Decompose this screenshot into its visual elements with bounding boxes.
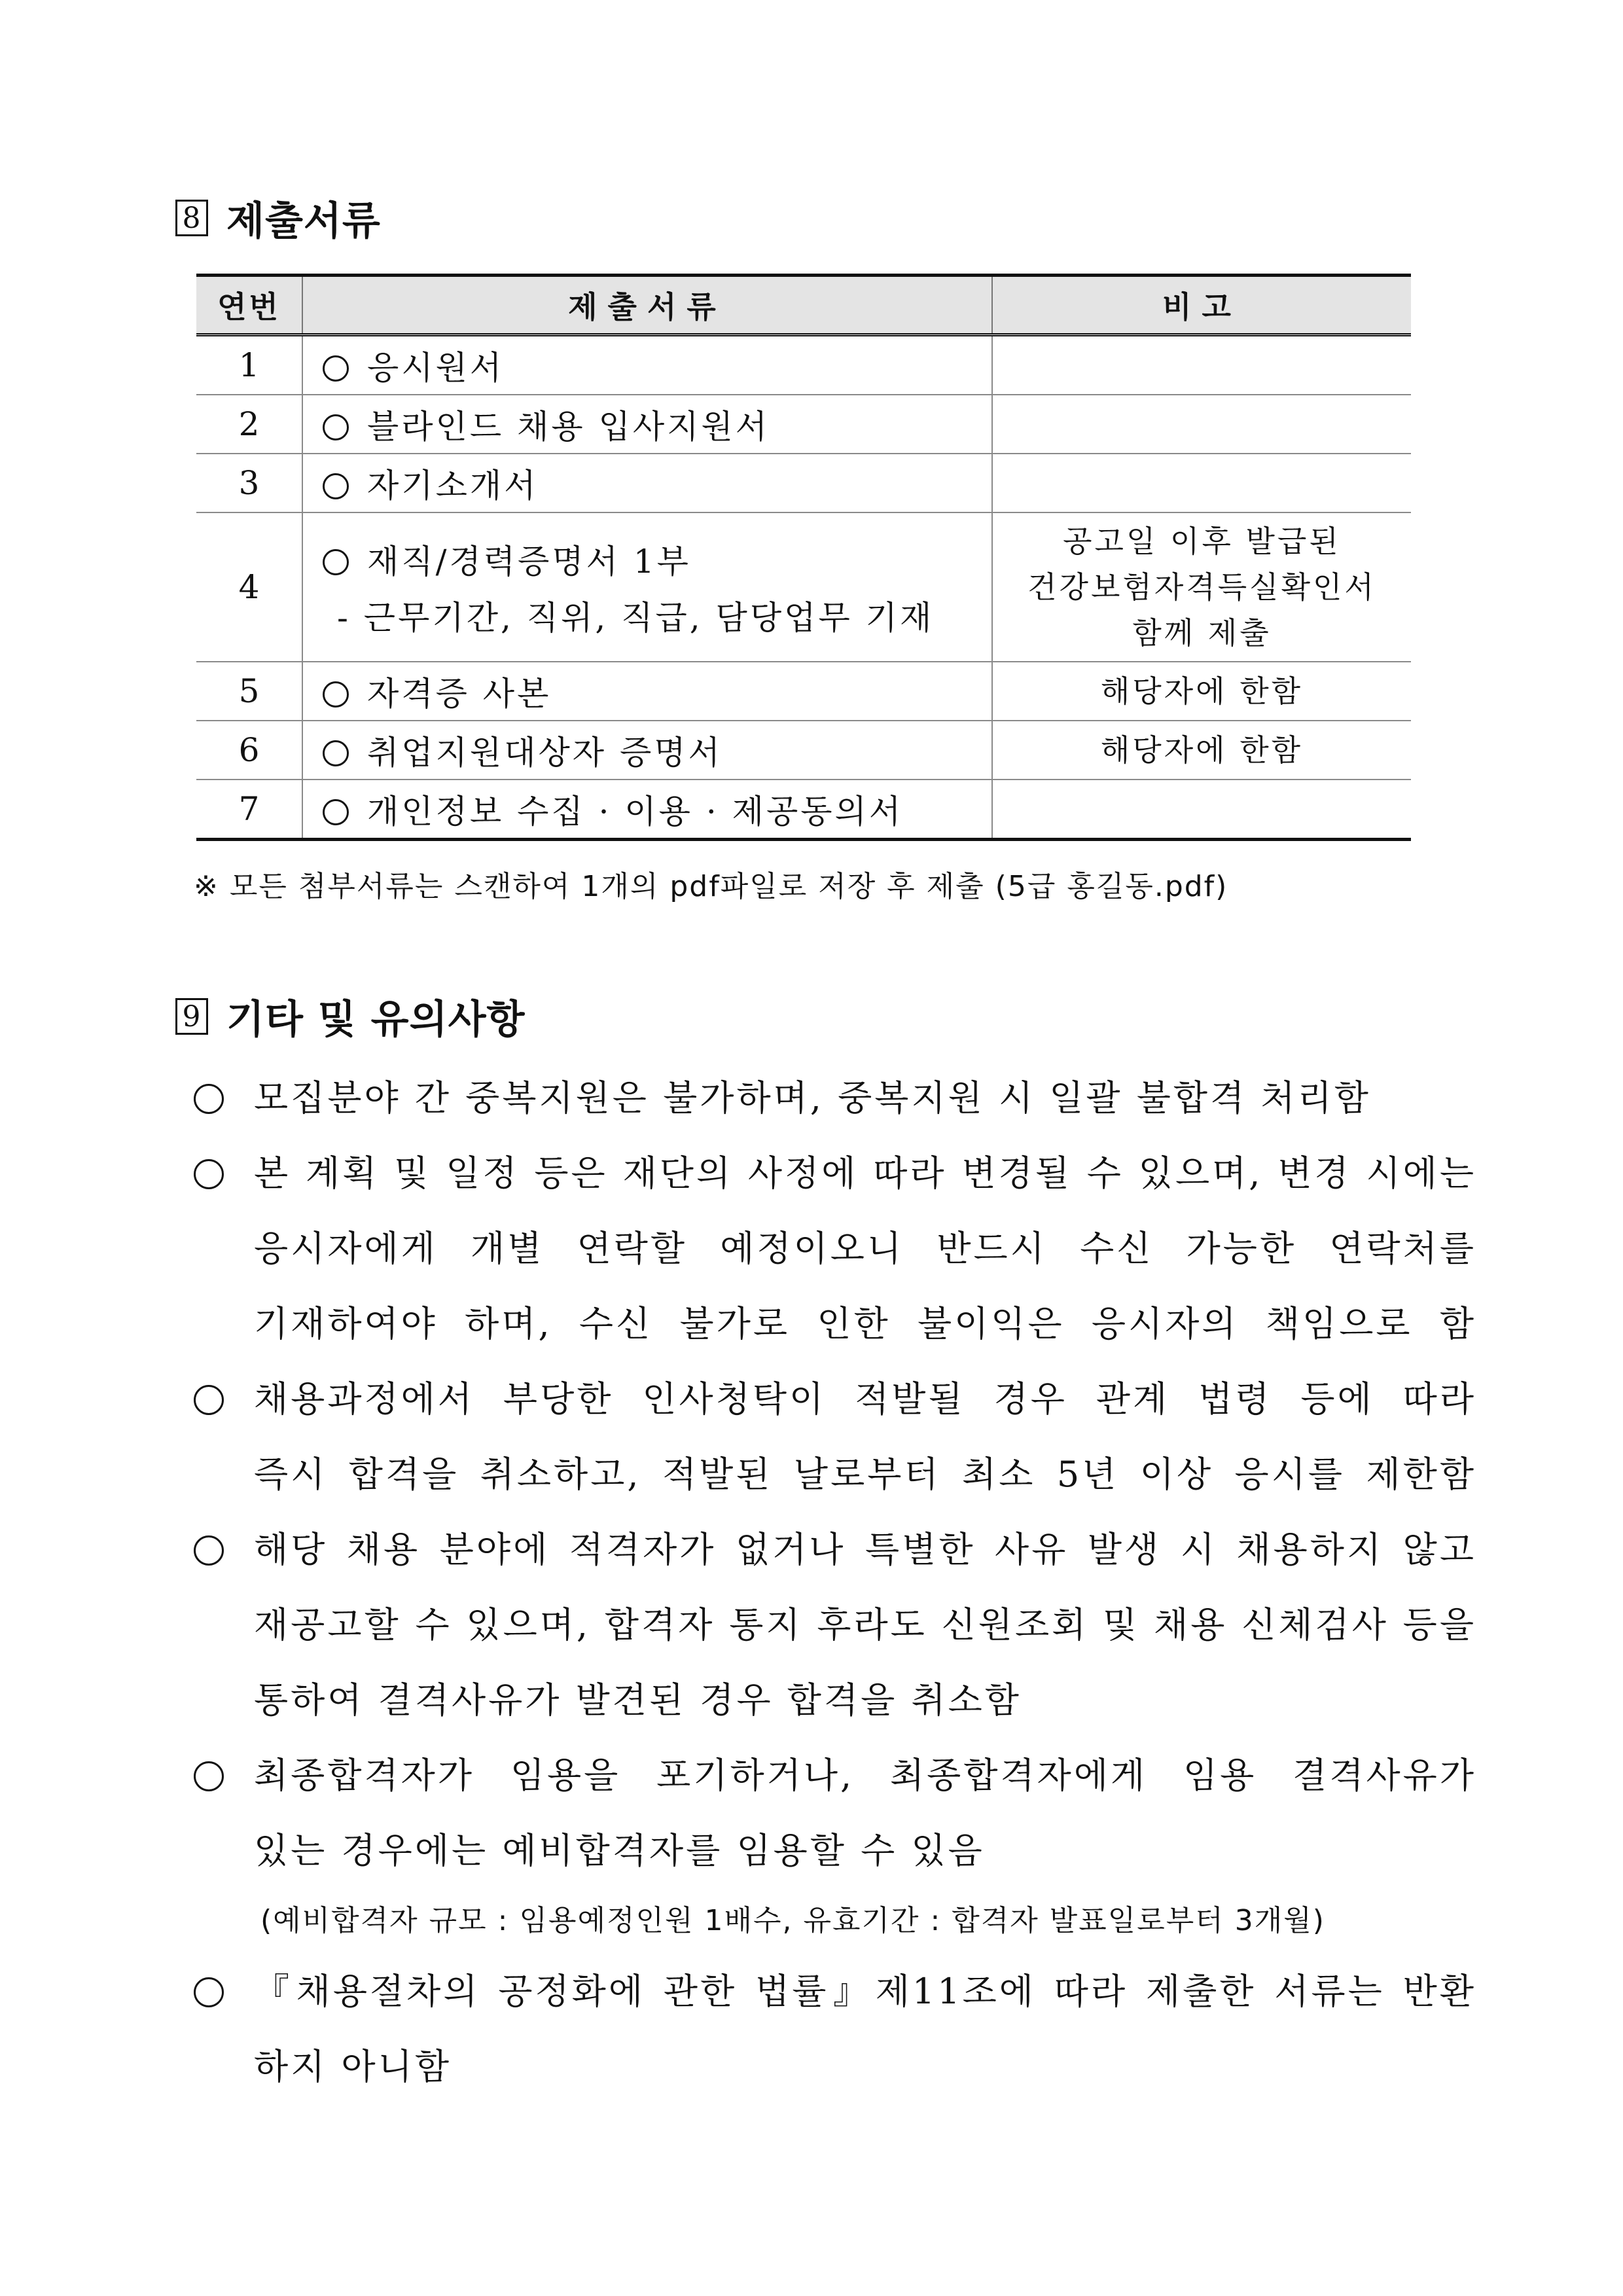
row-number: 6 — [196, 721, 302, 780]
document-name: 개인정보 수집 · 이용 · 제공동의서 — [367, 793, 904, 831]
document-name: 블라인드 채용 입사지원서 — [367, 408, 770, 446]
remark-cell — [992, 395, 1411, 454]
document-name: 자기소개서 — [367, 467, 539, 505]
document-name: 재직/경력증명서 1부 — [367, 543, 691, 581]
remark-cell — [992, 780, 1411, 840]
item-line: 해당 채용 분야에 적격자가 없거나 특별한 사유 발생 시 채용하지 않고 — [254, 1529, 1476, 1570]
row-number: 3 — [196, 454, 302, 512]
item-line: 모집분야 간 중복지원은 불가하며, 중복지원 시 일괄 불합격 처리함 — [254, 1077, 1371, 1119]
item-line: 기재하여야 하며, 수신 불가로 인한 불이익은 응시자의 책임으로 함 — [254, 1303, 1476, 1344]
document-cell — [302, 335, 992, 395]
header-no: 연번 — [196, 276, 302, 335]
remark-line: 함께 제출 — [1132, 615, 1272, 651]
item-line: 통하여 결격사유가 발견된 경우 합격을 취소함 — [254, 1679, 1022, 1721]
list-item — [194, 1136, 1476, 1361]
row-number: 2 — [196, 395, 302, 454]
table-row — [196, 780, 1411, 840]
circle-bullet-icon — [194, 1084, 224, 1114]
remark-line: 공고일 이후 발급된 — [1063, 524, 1341, 559]
circle-bullet-icon — [323, 549, 349, 575]
list-item — [194, 1512, 1476, 1738]
item-line: 본 계획 및 일정 등은 재단의 사정에 따라 변경될 수 있으며, 변경 시에는 — [254, 1153, 1476, 1194]
table-row — [196, 721, 1411, 780]
row-number: 7 — [196, 780, 302, 840]
circle-bullet-icon — [323, 414, 349, 440]
item-line: 하지 아니함 — [254, 2046, 452, 2087]
document-name: 취업지원대상자 증명서 — [367, 734, 722, 772]
table-header-row — [196, 276, 1411, 335]
circle-bullet-icon — [194, 1385, 224, 1415]
list-item — [194, 1738, 1476, 1954]
documents-table — [196, 274, 1411, 841]
document-cell — [302, 395, 992, 454]
document-cell — [302, 512, 992, 662]
document-name: 응시원서 — [367, 349, 505, 387]
remark-cell — [992, 454, 1411, 512]
document-cell — [302, 721, 992, 780]
remark-line: 건강보험자격득실확인서 — [1027, 569, 1376, 605]
table-row — [196, 662, 1411, 721]
header-documents: 제출서류 — [302, 276, 992, 335]
document-detail: - 근무기간, 직위, 직급, 담당업무 기재 — [337, 599, 935, 637]
list-item — [194, 1954, 1476, 2104]
circle-bullet-icon — [323, 740, 349, 766]
attachment-note: ※ 모든 첨부서류는 스캔하여 1개의 pdf파일로 저장 후 제출 (5급 홍길동.pdf) — [194, 870, 1228, 903]
document-cell — [302, 662, 992, 721]
item-line: 채용과정에서 부당한 인사청탁이 적발될 경우 관계 법령 등에 따라 — [254, 1378, 1476, 1420]
section-title: 제출서류 — [226, 198, 381, 244]
circle-bullet-icon — [194, 1535, 224, 1566]
table-row — [196, 335, 1411, 395]
section-number-box: 9 — [175, 998, 208, 1035]
document-cell — [302, 780, 992, 840]
item-line: 재공고할 수 있으며, 합격자 통지 후라도 신원조회 및 채용 신체검사 등을 — [254, 1604, 1476, 1645]
row-number: 1 — [196, 335, 302, 395]
circle-bullet-icon — [194, 1761, 224, 1791]
section-9-heading — [175, 988, 526, 1045]
table-row — [196, 395, 1411, 454]
circle-bullet-icon — [323, 355, 349, 382]
table-row — [196, 512, 1411, 662]
section-number-box: 8 — [175, 200, 208, 236]
remark-cell — [992, 335, 1411, 395]
circle-bullet-icon — [323, 473, 349, 499]
remark-cell: 해당자에 한함 — [992, 662, 1411, 721]
header-remarks: 비고 — [992, 276, 1411, 335]
list-item — [194, 1060, 1476, 1136]
circle-bullet-icon — [194, 1977, 224, 2007]
remark-cell — [992, 512, 1411, 662]
section-title: 기타 및 유의사항 — [226, 997, 526, 1043]
row-number: 5 — [196, 662, 302, 721]
item-line: 즉시 합격을 취소하고, 적발된 날로부터 최소 5년 이상 응시를 제한함 — [254, 1454, 1476, 1495]
circle-bullet-icon — [194, 1159, 224, 1189]
item-line: 최종합격자가 임용을 포기하거나, 최종합격자에게 임용 결격사유가 — [254, 1755, 1476, 1796]
item-line: 응시자에게 개별 연락할 예정이오니 반드시 수신 가능한 연락처를 — [254, 1228, 1476, 1269]
notice-list — [194, 1060, 1476, 2104]
item-subnote: (예비합격자 규모 : 임용예정인원 1배수, 유효기간 : 합격자 발표일로부터 3개월) — [260, 1904, 1325, 1937]
section-8-heading — [175, 190, 381, 246]
document-cell — [302, 454, 992, 512]
item-line: 『채용절차의 공정화에 관한 법률』제11조에 따라 제출한 서류는 반환 — [254, 1971, 1476, 2012]
circle-bullet-icon — [323, 799, 349, 825]
item-line: 있는 경우에는 예비합격자를 임용할 수 있음 — [254, 1830, 985, 1871]
row-number: 4 — [196, 512, 302, 662]
remark-cell: 해당자에 한함 — [992, 721, 1411, 780]
document-name: 자격증 사본 — [367, 675, 552, 713]
list-item — [194, 1361, 1476, 1512]
table-row — [196, 454, 1411, 512]
circle-bullet-icon — [323, 681, 349, 708]
